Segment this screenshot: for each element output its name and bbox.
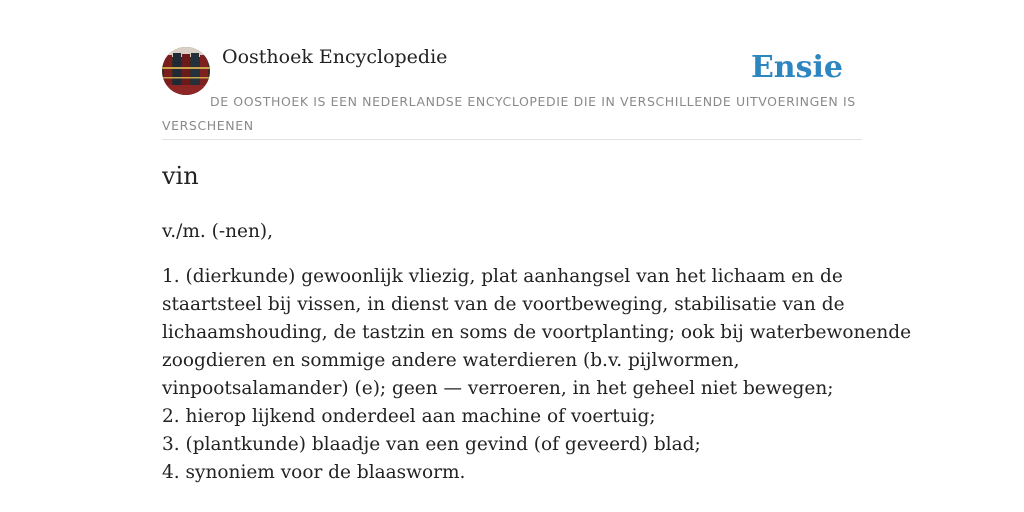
definition-line: 4. synoniem voor de blaasworm. xyxy=(162,462,466,483)
definition-line: zoogdieren en sommige andere waterdieren (b.v. pijlwormen, xyxy=(162,350,740,371)
definition-line: lichaamshouding, de tastzin en soms de voortplanting; ook bij waterbewonende xyxy=(162,322,912,343)
definition-line: 2. hierop lijkend onderdeel aan machine of voertuig; xyxy=(162,406,656,427)
definition-line: 3. (plantkunde) blaadje van een gevind (of geveerd) blad; xyxy=(162,434,701,455)
definition-line: vinpootsalamander) (e); geen — verroeren, in het geheel niet bewegen; xyxy=(162,378,834,399)
entry-title: vin xyxy=(162,162,199,190)
definition-line: 1. (dierkunde) gewoonlijk vliezig, plat aanhangsel van het lichaam en de xyxy=(162,266,843,287)
brand-logo-link[interactable]: Ensie xyxy=(750,50,843,85)
entry-grammar: v./m. (-nen), xyxy=(162,221,274,242)
book-spines-icon[interactable] xyxy=(162,47,210,95)
page-container xyxy=(162,0,912,483)
entry-definition xyxy=(162,263,912,487)
site-tagline: DE OOSTHOEK IS EEN NEDERLANDSE ENCYCLOPEDIE DIE IN VERSCHILLENDE UITVOERINGEN IS VERSCHENEN xyxy=(162,94,856,133)
site-header xyxy=(162,0,862,140)
definition-line: staartsteel bij vissen, in dienst van de voortbeweging, stabilisatie van de xyxy=(162,294,845,315)
site-title[interactable]: Oosthoek Encyclopedie xyxy=(222,46,448,68)
